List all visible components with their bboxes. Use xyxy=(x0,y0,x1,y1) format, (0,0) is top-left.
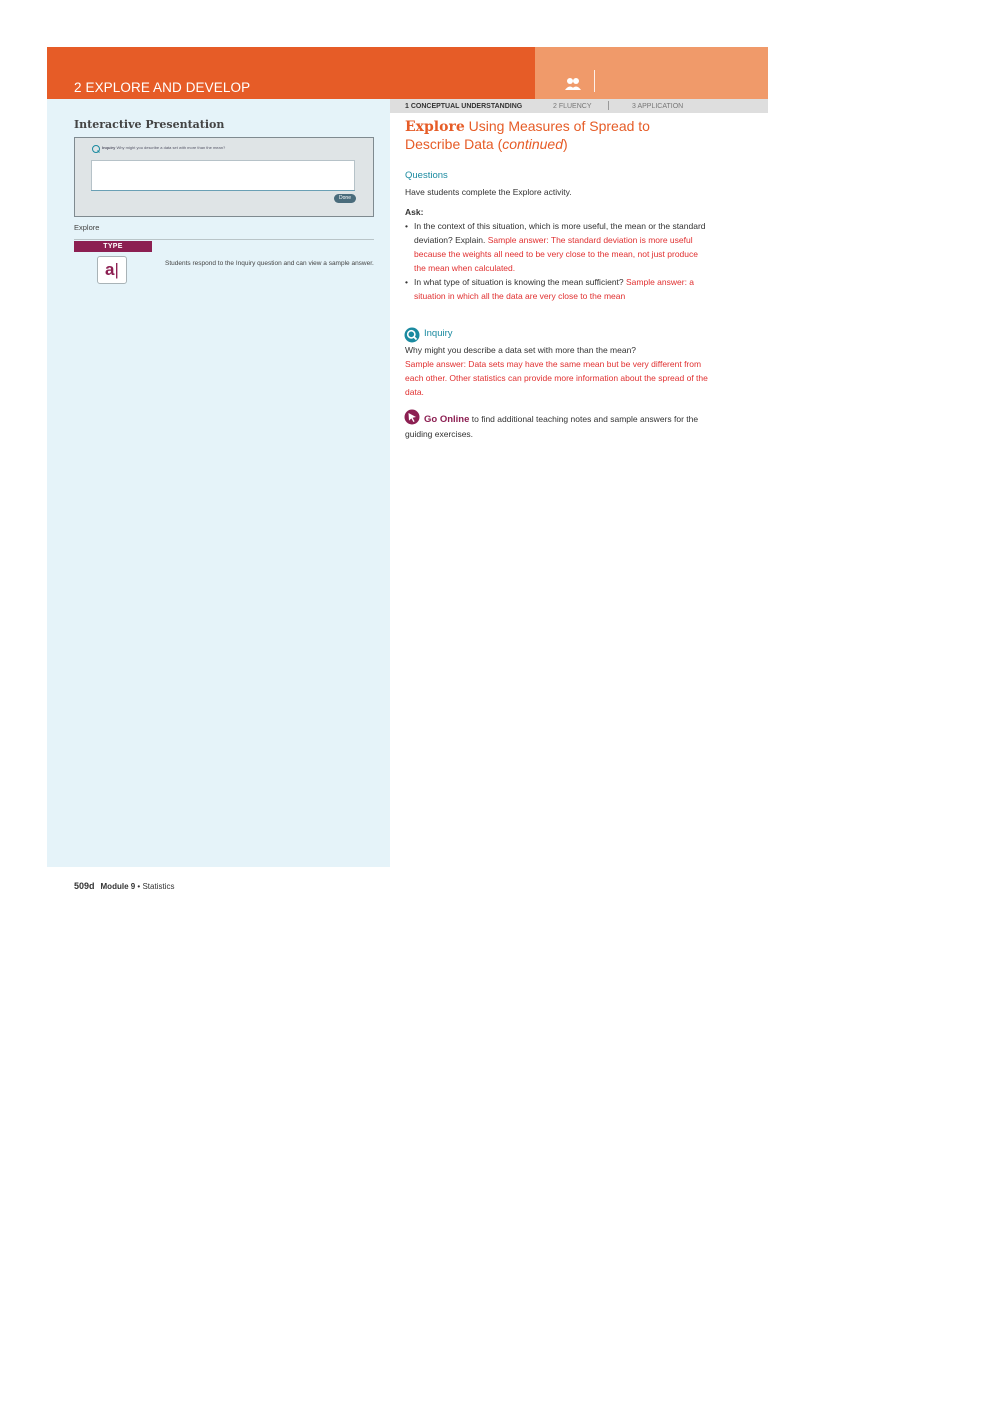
footer-separator: • xyxy=(135,882,143,891)
inquiry-icon xyxy=(404,327,420,343)
type-description: Students respond to the Inquiry question and can view a sample answer. xyxy=(165,260,374,267)
screenshot-done-button: Done xyxy=(334,194,356,203)
ask-question: In what type of situation is knowing the mean sufficient? xyxy=(414,277,626,287)
screenshot-response-underline xyxy=(91,190,355,191)
tab-fluency: 2 FLUENCY xyxy=(553,103,592,110)
section-title: 2 EXPLORE AND DEVELOP xyxy=(74,80,251,95)
screenshot-prompt xyxy=(102,145,225,150)
header-divider xyxy=(594,70,595,92)
questions-text: Have students complete the Explore activity. xyxy=(405,187,572,197)
tab-separator xyxy=(608,101,609,110)
group-icon xyxy=(565,77,581,91)
inquiry-question: Why might you describe a data set with more than the mean? xyxy=(405,345,637,355)
screenshot-response-box xyxy=(91,160,355,191)
explore-title-continued: continued xyxy=(502,136,563,152)
caption-divider xyxy=(74,239,374,240)
ask-label: Ask: xyxy=(405,207,424,217)
ask-question: In the context of this situation, which is more useful, the mean or the standard deviation? Explain. xyxy=(414,221,706,245)
list-item xyxy=(405,219,708,275)
sample-answer: Sample answer: The standard deviation is more useful because the weights all need to be very close to the mean, not just produce the mean when calculated. xyxy=(414,235,698,273)
bullet: • xyxy=(405,277,408,287)
screenshot-prompt-text: Why might you describe a data set with more than the mean? xyxy=(116,145,226,150)
type-icon: a| xyxy=(97,256,127,284)
tab-conceptual-understanding: 1 CONCEPTUAL UNDERSTANDING xyxy=(405,103,523,110)
type-badge: TYPE xyxy=(74,241,152,252)
explore-title-rest: Using Measures of Spread to Describe Data ( xyxy=(405,118,650,152)
bullet: • xyxy=(405,221,408,231)
inquiry-heading: Inquiry xyxy=(424,328,453,339)
explore-title xyxy=(405,118,705,153)
inquiry-body xyxy=(405,343,708,399)
go-online-link[interactable]: Go Online xyxy=(424,414,470,425)
screenshot-prompt-label: Inquiry xyxy=(102,145,116,150)
inquiry-icon xyxy=(92,145,100,153)
interactive-presentation-heading: Interactive Presentation xyxy=(74,118,225,131)
page-number: 509d xyxy=(74,881,95,891)
sample-answer: Sample answer: a situation in which all the data are very close to the mean xyxy=(414,277,695,301)
go-online-note xyxy=(405,412,708,441)
go-online-text: to find additional teaching notes and sample answers for the guiding exercises. xyxy=(405,414,699,439)
section-header-accent xyxy=(535,47,768,99)
inquiry-sample-answer: Sample answer: Data sets may have the same mean but be very different from each other. Other statistics can provide more information about the spread of the data. xyxy=(405,359,708,397)
module-label: Module 9 xyxy=(100,882,136,891)
screenshot-caption: Explore xyxy=(74,223,100,232)
topic-label: Statistics xyxy=(142,882,175,891)
tab-application: 3 APPLICATION xyxy=(632,103,684,110)
type-icon-letter: a xyxy=(105,260,115,279)
explore-title-strong: Explore xyxy=(405,119,465,135)
explore-title-close: ) xyxy=(562,136,568,152)
list-item xyxy=(405,275,708,303)
questions-heading: Questions xyxy=(405,170,448,181)
page-footer xyxy=(74,881,174,891)
ask-list xyxy=(405,219,708,303)
